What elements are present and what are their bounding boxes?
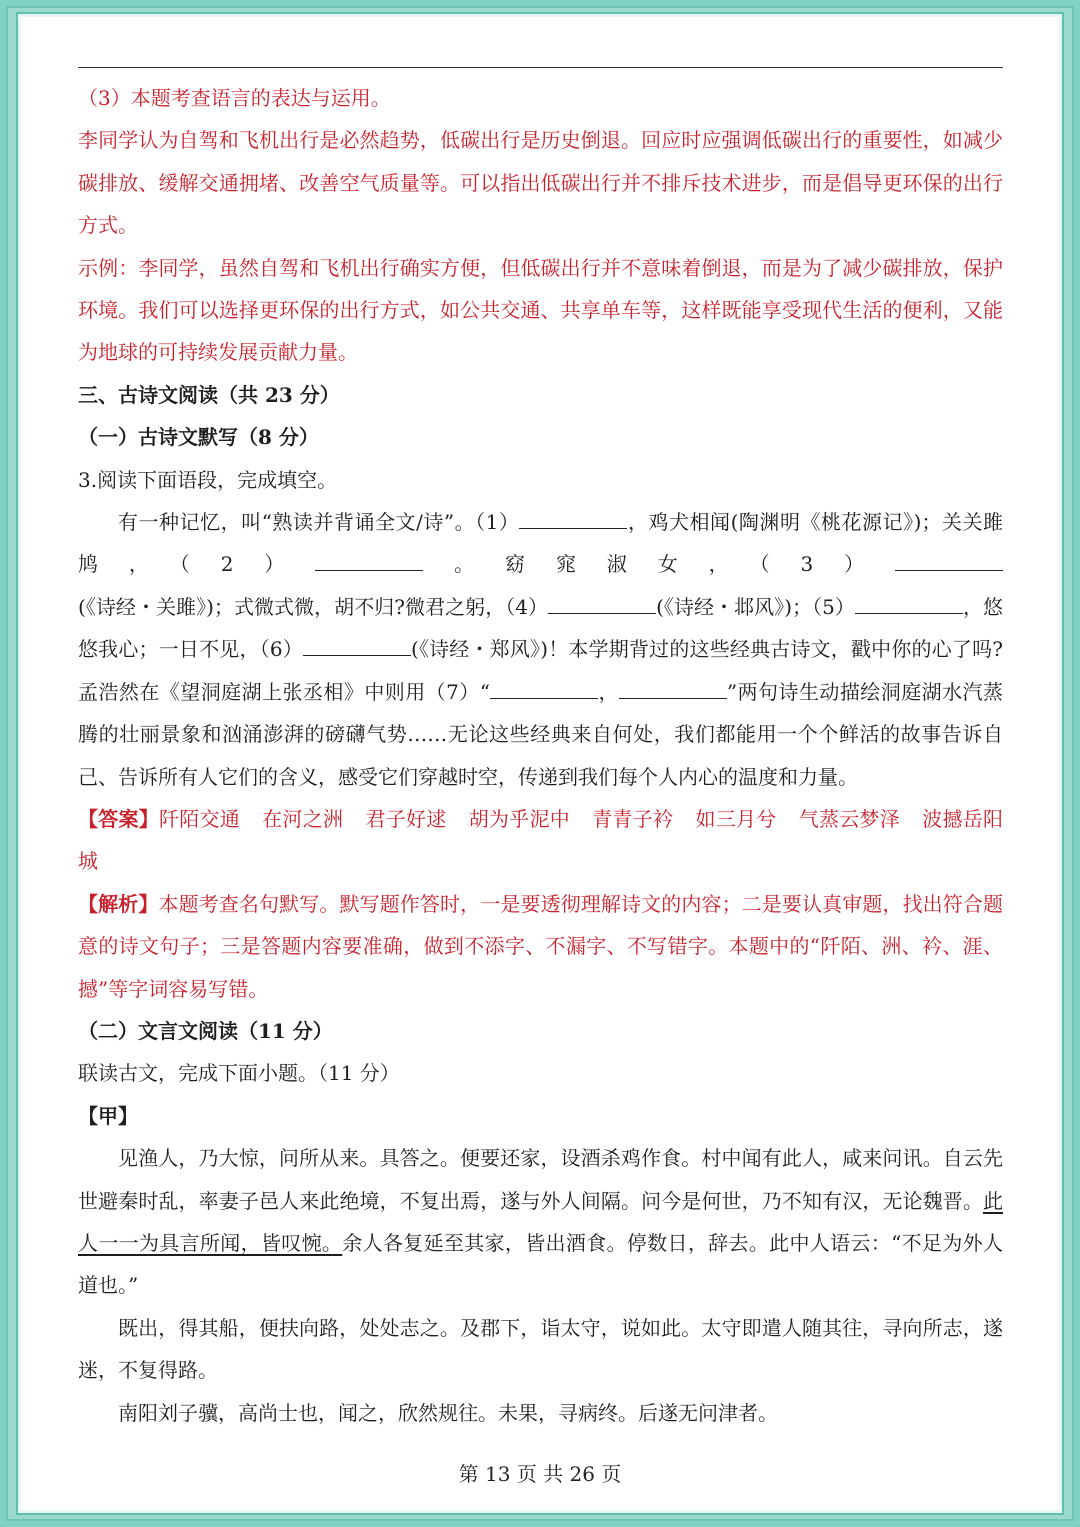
classical-underlined-sentence: 此人一一为具言所闻，皆叹惋。	[78, 1188, 1003, 1255]
subsection-2-title: （二）文言文阅读（11 分）	[78, 1018, 333, 1043]
classical-paragraph-3: 南阳刘子骥，高尚士也，闻之，欣然规往。未果，寻病终。后遂无问津者。	[118, 1400, 778, 1425]
q3-analysis-paragraph: 李同学认为自驾和飞机出行是必然趋势，低碳出行是历史倒退。回应时应强调低碳出行的重要性，如减少碳排放、缓解交通拥堵、改善空气质量等。可以指出低碳出行并不排斥技术进步，而是倡导更环保的出行方式。	[78, 128, 1003, 238]
blank-6[interactable]	[303, 633, 411, 656]
passage-jia-label: 【甲】	[78, 1103, 138, 1128]
answer-8: 波撼岳阳城	[78, 806, 1003, 874]
blank-2[interactable]	[315, 548, 423, 571]
classical-p1-part-a: 见渔人，乃大惊，问所从来。具答之。便要还家，设酒杀鸡作食。村中闻有此人，咸来问讯。自云先世避秦时乱，率妻子邑人来此绝境，不复出焉，遂与外人间隔。问今是何世，乃不知有汉，无论魏晋。	[78, 1146, 1003, 1213]
analysis-paragraph	[78, 883, 1003, 1010]
analysis-text: 本题考查名句默写。默写题作答时，一是要透彻理解诗文的内容；二是要认真审题，找出符合题意的诗文句子；三是答题内容要准确，做到不添字、不漏字、不写错字。本题中的“阡陌、洲、衿、涯、撼”等字词容易写错。	[78, 891, 1004, 1001]
fill-text-3: 。窈窕淑女，（3）	[423, 552, 895, 577]
q3-heading: （3）本题考查语言的表达与运用。	[78, 86, 391, 110]
answer-7: 气蒸云梦泽	[798, 806, 900, 831]
analysis-label: 【解析】	[78, 891, 159, 916]
content-area	[78, 77, 1003, 1434]
blank-7b[interactable]	[619, 676, 727, 699]
section-3-title: 三、古诗文阅读（共 23 分）	[78, 382, 340, 407]
fill-text-6: ，悠悠我心；一日不见，（6）	[78, 594, 1003, 662]
answer-2: 在河之洲	[262, 806, 344, 831]
page-number-footer: 第 13 页 共 26 页	[458, 1462, 622, 1486]
fill-text-4: (《诗经・关雎》)；式微式微，胡不归?微君之躬，（4）	[78, 594, 549, 619]
classical-paragraph-1	[78, 1137, 1003, 1307]
answer-1: 阡陌交通	[159, 806, 240, 831]
answer-3: 君子好逑	[365, 806, 447, 831]
fill-text-8: ，	[598, 679, 619, 704]
blank-3[interactable]	[895, 548, 1003, 571]
classical-paragraph-2: 既出，得其船，便扶向路，处处志之。及郡下，诣太守，说如此。太守即遣人随其往，寻向所志，遂迷，不复得路。	[78, 1315, 1003, 1383]
answer-4: 胡为乎泥中	[468, 806, 570, 831]
answer-5: 青青子衿	[592, 806, 674, 831]
fill-text-7: (《诗经・郑风》)！本学期背过的这些经典古诗文，戳中你的心了吗?孟浩然在《望洞庭湖上张丞相》中则用（7）“	[78, 637, 1004, 704]
header-rule	[78, 67, 1003, 68]
blank-4[interactable]	[548, 591, 656, 614]
q3-example-paragraph: 示例：李同学，虽然自驾和飞机出行确实方便，但低碳出行并不意味着倒退，而是为了减少碳排放，保护环境。我们可以选择更环保的出行方式，如公共交通、共享单车等，这样既能享受现代生活的便利，又能为地球的可持续发展贡献力量。	[78, 255, 1003, 365]
fill-text-1: 有一种记忆，叫“熟读并背诵全文/诗”。（1）	[118, 510, 520, 535]
fill-text-9: ”两句诗生动描绘洞庭湖水汽蒸腾的壮丽景象和汹涌澎湃的磅礴气势……无论这些经典来自何处，我们都能用一个个鲜活的故事告诉自己、告诉所有人它们的含义，感受它们穿越时空，传递到我们每个人内心的温度和力量。	[78, 679, 1004, 789]
fill-text-5: (《诗经・邶风》)；（5）	[656, 594, 855, 619]
question-3-intro: 3.阅读下面语段，完成填空。	[78, 467, 338, 492]
fill-text-2: ，鸡犬相闻(陶渊明《桃花源记》)；关关雎鸠，（2）	[78, 510, 1003, 577]
blank-5[interactable]	[855, 591, 963, 614]
blank-1[interactable]	[519, 506, 627, 529]
answer-line	[78, 798, 1003, 883]
fill-in-paragraph	[78, 501, 1003, 798]
classical-p1-part-b: 余人各复延至其家，皆出酒食。停数日，辞去。此中人语云：“不足为外人道也。”	[78, 1230, 1003, 1298]
blank-7a[interactable]	[490, 676, 598, 699]
answer-label: 【答案】	[78, 806, 159, 831]
subsection-1-title: （一）古诗文默写（8 分）	[78, 425, 319, 450]
subsection-2-intro: 联读古文，完成下面小题。（11 分）	[78, 1061, 400, 1086]
answer-6: 如三月兮	[695, 806, 777, 831]
